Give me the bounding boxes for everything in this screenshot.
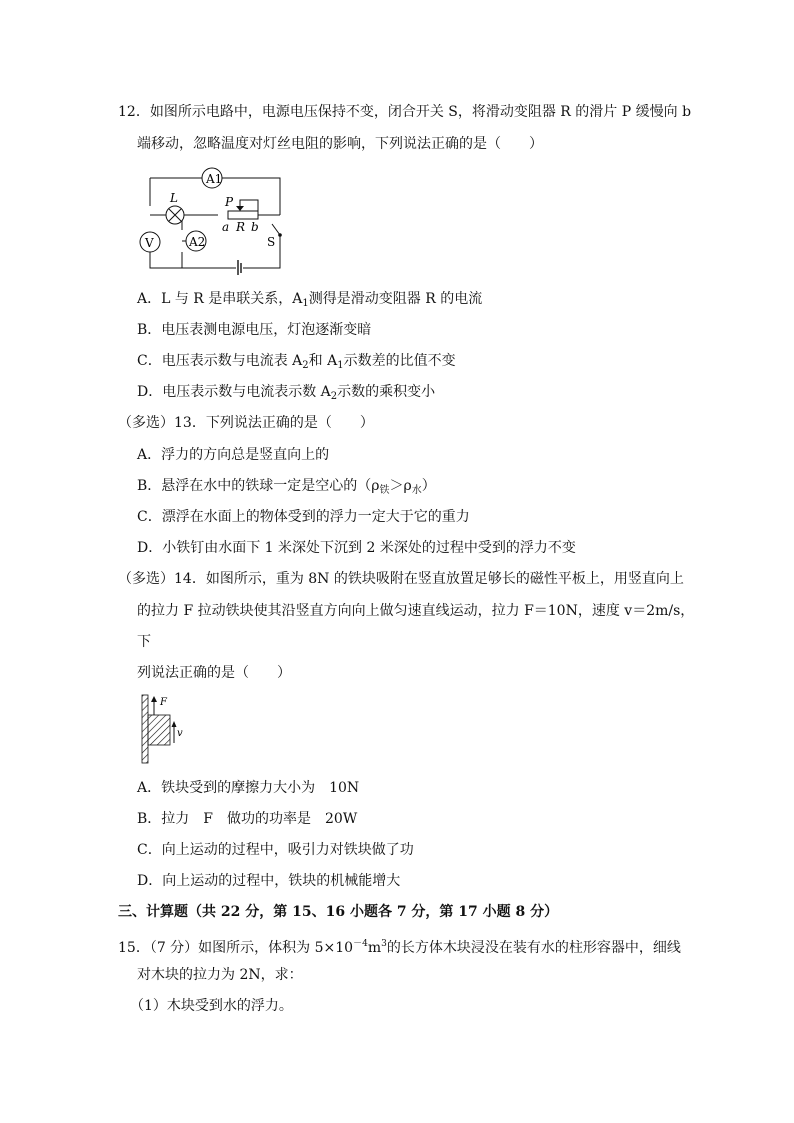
q12-option-b: B．电压表测电源电压，灯泡逐渐变暗 [137, 322, 372, 338]
ammeter-a1-label: A1 [206, 172, 223, 186]
q14-stem-line4: 列说法正确的是（ ） [137, 665, 291, 681]
end-a-label: a [222, 220, 230, 234]
q12-stem-line1: 12．如图所示电路中，电源电压保持不变，闭合开关 S，将滑动变阻器 R 的滑片 P 缓慢向 b [118, 104, 692, 120]
q14-stem-line1: （多选）14．如图所示，重为 8N 的铁块吸附在竖直放置足够长的磁性平板上，用竖直向上 [118, 571, 684, 587]
q12-option-d: D．电压表示数与电流表示数 $A_2$示数的乘积变小 [137, 384, 436, 402]
voltmeter-label: V [145, 236, 154, 250]
q14-stem-line3: 下 [137, 634, 151, 650]
q13-option-d: D．小铁钉由水面下 1 米深处下沉到 2 米深处的过程中受到的浮力不变 [137, 540, 576, 556]
rheostat-icon [228, 211, 258, 219]
circuit-diagram [130, 160, 290, 275]
section-3-heading: 三、计算题（共 22 分，第 15、16 小题各 7 分，第 17 小题 8 分） [118, 904, 559, 920]
iron-block-icon [148, 715, 170, 745]
q14-option-c: C．向上运动的过程中，吸引力对铁块做了功 [137, 842, 414, 858]
q13-option-a: A．浮力的方向总是竖直向上的 [137, 447, 330, 463]
q15-stem-line2: 对木块的拉力为 2N，求： [137, 967, 303, 983]
q13-option-b: B．悬浮在水中的铁球一定是空心的$(\rho_铁>\rho_水)$ [137, 478, 436, 496]
velocity-v-label: v [177, 728, 183, 739]
magnetic-plate-icon [142, 695, 148, 763]
end-b-label: b [251, 220, 259, 234]
q12-option-a: A．L 与 R 是串联关系，$A_1$测得是滑动变阻器 R 的电流 [137, 291, 483, 309]
force-f-label: F [160, 697, 167, 708]
slider-p-label: P [225, 195, 234, 209]
switch-label: S [267, 235, 276, 249]
ammeter-a2-label: A2 [189, 235, 206, 249]
q14-option-d: D．向上运动的过程中，铁块的机械能增大 [137, 873, 401, 889]
q12-option-c: C．电压表示数与电流表 $A_2$和 $A_1$示数差的比值不变 [137, 353, 456, 371]
q14-stem-line2: 的拉力 F 拉动铁块使其沿竖直方向向上做匀速直线运动，拉力 F＝10N，速度 v＝2m/s， [137, 603, 695, 619]
q13-stem: （多选）13．下列说法正确的是（ ） [118, 415, 374, 431]
q15-stem-line1: 15．（7 分）如图所示，体积为 $5\times 10^{-4}m^3$的长方体木块浸没在装有水的柱形容器中，细线 [118, 939, 681, 956]
magnet-plate-diagram [138, 693, 198, 765]
q14-option-b: B．拉力 F 做功的功率是 20W [137, 811, 358, 827]
battery-icon [238, 260, 241, 275]
q15-subquestion-1: （1）木块受到水的浮力。 [130, 998, 293, 1014]
q13-option-c: C．漂浮在水面上的物体受到的浮力一定大于它的重力 [137, 509, 470, 525]
rheostat-r-label: R [236, 220, 246, 234]
q14-option-a: A．铁块受到的摩擦力大小为 10N [137, 780, 360, 796]
q12-stem-line2: 端移动，忽略温度对灯丝电阻的影响，下列说法正确的是（ ） [137, 136, 543, 152]
lamp-label: L [170, 191, 178, 205]
